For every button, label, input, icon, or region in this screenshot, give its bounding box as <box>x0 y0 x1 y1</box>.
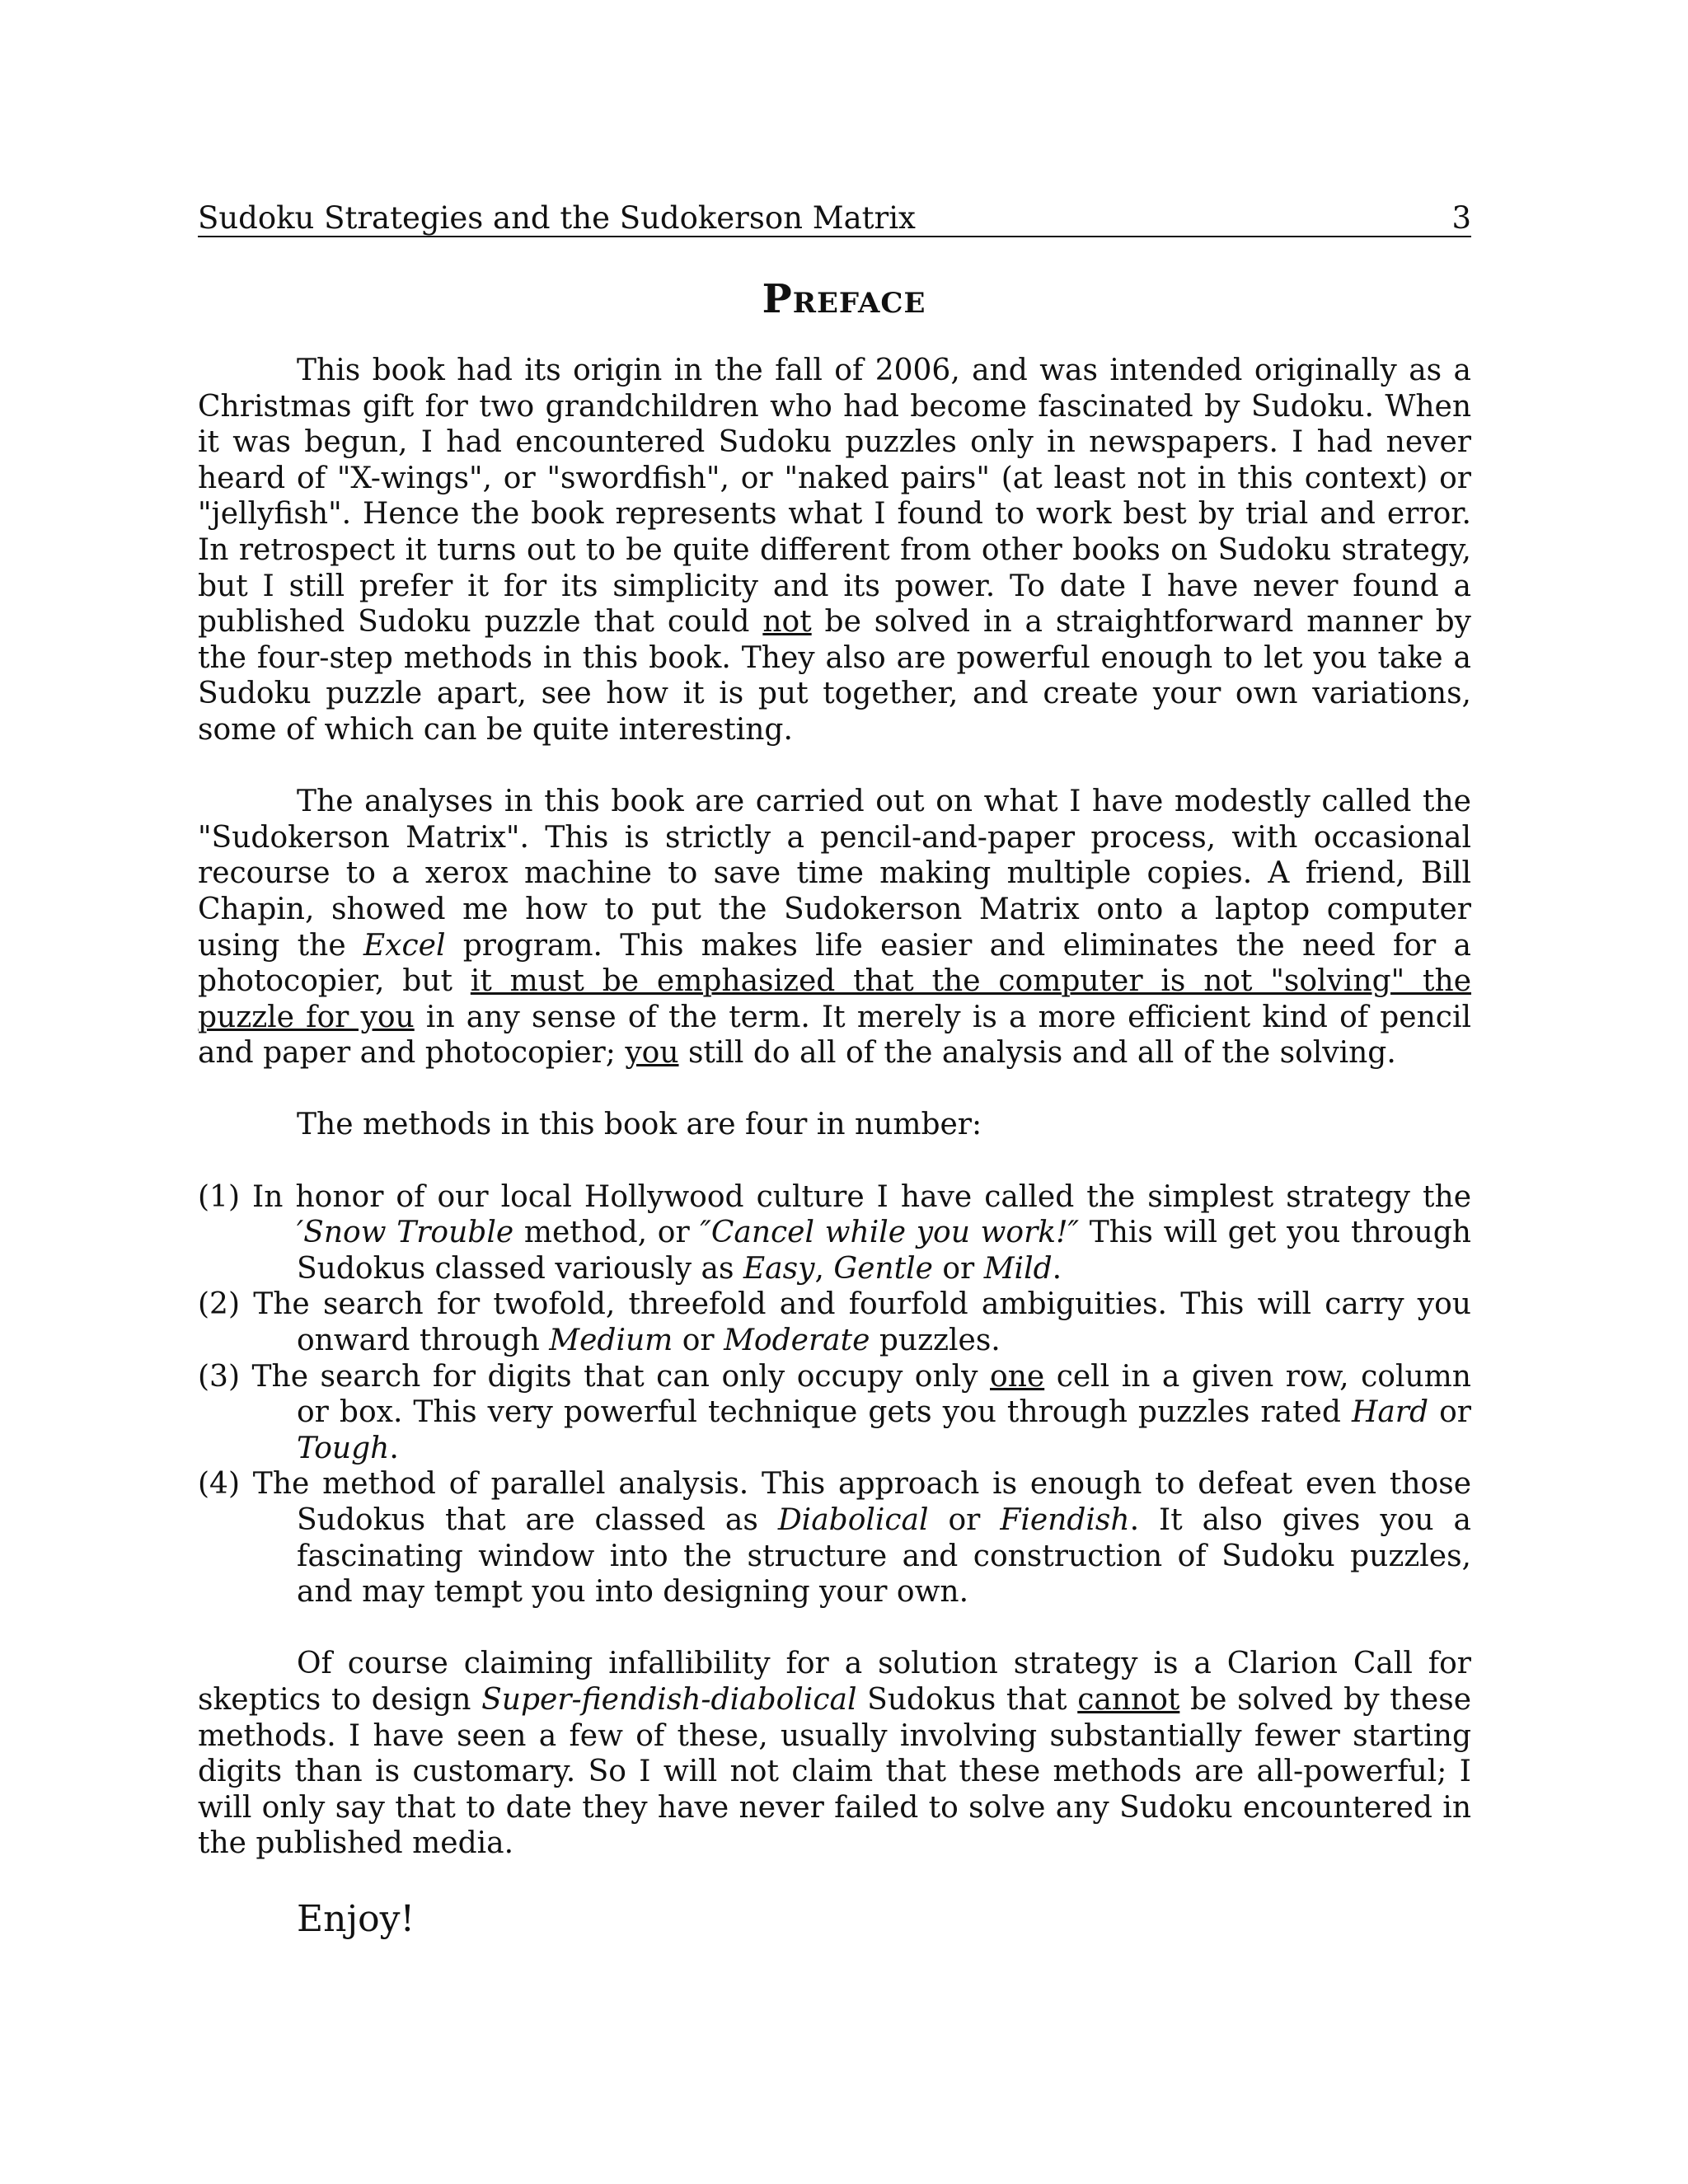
li3-underline: one <box>990 1359 1045 1394</box>
list-number: (4) <box>198 1467 240 1502</box>
li1-text-b: method, or <box>513 1216 701 1250</box>
running-header <box>198 199 1471 237</box>
li2-text-c: puzzles. <box>870 1324 1001 1358</box>
paragraph-1 <box>198 353 1471 748</box>
p4-text-a: Of course claiming infallibility for a solution strategy is a Clarion Call for skeptics to design <box>198 1647 1471 1717</box>
li2-italic-2: Moderate <box>724 1324 870 1358</box>
paragraph-2 <box>198 784 1471 1071</box>
p4-text-c: be solved by these methods. I have seen a few of these, usually involving substantially fewer starting digits than is customary. So I will not claim that these methods are all-powerful; I will only say that to date they have never failed to solve any Sudoku encountered in the published media. <box>198 1682 1472 1861</box>
p4-underline: cannot <box>1077 1682 1180 1717</box>
li1-text-c: This will get you through Sudokus classed variously as <box>297 1216 1471 1286</box>
page-title: Preface <box>762 276 926 322</box>
list-number: (3) <box>198 1359 240 1394</box>
li4-text-b: or <box>928 1503 1001 1537</box>
li1-italic-1: ′Snow Trouble <box>297 1216 514 1250</box>
paragraph-4 <box>198 1646 1471 1862</box>
li4-text-c: . It also gives you a fascinating window into the structure and construction of Sudoku puzzles, and may tempt you into designing your own. <box>297 1503 1471 1610</box>
li1-text-d: , <box>814 1251 834 1286</box>
p1-text-a: This book had its origin in the fall of 2006, and was intended originally as a Christmas gift for two grandchildren who had become fascinated by Sudoku. When it was begun, I had encountered Sudoku puzzles only in newspapers. I had never heard of "X-wings", or "swordfish", or "naked pairs" (at least not in this context) or "jellyfish". Hence the book represents what I found to work best by trial and error. In retrospect it turns out to be quite different from other books on Sudoku strategy, but I still prefer it for its simplicity and its power. To date I have never found a published Sudoku puzzle that could <box>198 354 1471 640</box>
p2-text-b: program. This makes life easier and eliminates the need for a photocopier, but <box>198 928 1471 999</box>
list-number: (2) <box>198 1287 240 1322</box>
running-title: Sudoku Strategies and the Sudokerson Matrix <box>198 200 916 236</box>
page-number: 3 <box>1451 200 1471 236</box>
list-item-3 <box>198 1359 1471 1467</box>
li1-italic-3: Easy <box>743 1251 815 1286</box>
p1-underline: not <box>762 605 812 640</box>
li1-text-f: . <box>1052 1251 1062 1286</box>
closing-line: Enjoy! <box>297 1897 415 1940</box>
p1-text-b: be solved in a straightforward manner by the four-step methods in this book. They also are powerful enough to let you take a Sudoku puzzle apart, see how it is put together, and create your own variations, some of which can be quite interesting. <box>198 605 1471 747</box>
list-item-4 <box>198 1466 1471 1610</box>
p2-text-a: The analyses in this book are carried out on what I have modestly called the "Sudokerson Matrix". This is strictly a pencil-and-paper process, with occasional recourse to a xerox machine to save time making multiple copies. A friend, Bill Chapin, showed me how to put the Sudokerson Matrix onto a laptop computer using the <box>198 785 1471 963</box>
li4-italic-2: Fiendish <box>1000 1503 1130 1537</box>
p2-text-d: still do all of the analysis and all of the solving. <box>678 1036 1396 1071</box>
list-item-2 <box>198 1286 1471 1358</box>
li2-text-a: The search for twofold, threefold and fourfold ambiguities. This will carry you onward through <box>240 1287 1471 1358</box>
list-number: (1) <box>198 1179 240 1214</box>
p2-underline-2: you <box>625 1036 679 1071</box>
p2-underline-1: it must be emphasized that the computer is not "solving" the puzzle for you <box>198 964 1472 1034</box>
li2-italic-1: Medium <box>549 1324 673 1358</box>
li4-italic-1: Diabolical <box>777 1503 929 1537</box>
p2-italic: Excel <box>363 928 446 963</box>
li1-italic-2: ″Cancel while you work!″ <box>700 1216 1080 1250</box>
methods-list <box>198 1179 1471 1610</box>
li1-text-a: In honor of our local Hollywood culture I have called the simplest strategy the <box>240 1179 1471 1214</box>
li2-text-b: or <box>673 1324 724 1358</box>
li3-text-c: or <box>1428 1395 1471 1430</box>
li1-italic-4: Gentle <box>833 1251 933 1286</box>
li3-text-b: cell in a given row, column or box. This very powerful technique gets you through puzzles rated <box>297 1359 1471 1430</box>
body-text <box>198 353 1471 1941</box>
p2-text-c: in any sense of the term. It merely is a more efficient kind of pencil and paper and photocopier; <box>198 1000 1471 1071</box>
p4-text-b: Sudokus that <box>856 1682 1078 1717</box>
li3-italic-1: Hard <box>1351 1395 1429 1430</box>
li3-italic-2: Tough <box>297 1431 390 1465</box>
p4-italic: Super-fiendish-diabolical <box>481 1682 857 1717</box>
li3-text-a: The search for digits that can only occupy only <box>240 1359 991 1394</box>
li4-text-a: The method of parallel analysis. This approach is enough to defeat even those Sudokus that are classed as <box>240 1467 1471 1537</box>
list-item-1 <box>198 1179 1471 1287</box>
paragraph-3: The methods in this book are four in number: <box>297 1108 982 1142</box>
li3-text-d: . <box>389 1431 399 1465</box>
li1-italic-5: Mild <box>983 1251 1053 1286</box>
li1-text-e: or <box>932 1251 984 1286</box>
